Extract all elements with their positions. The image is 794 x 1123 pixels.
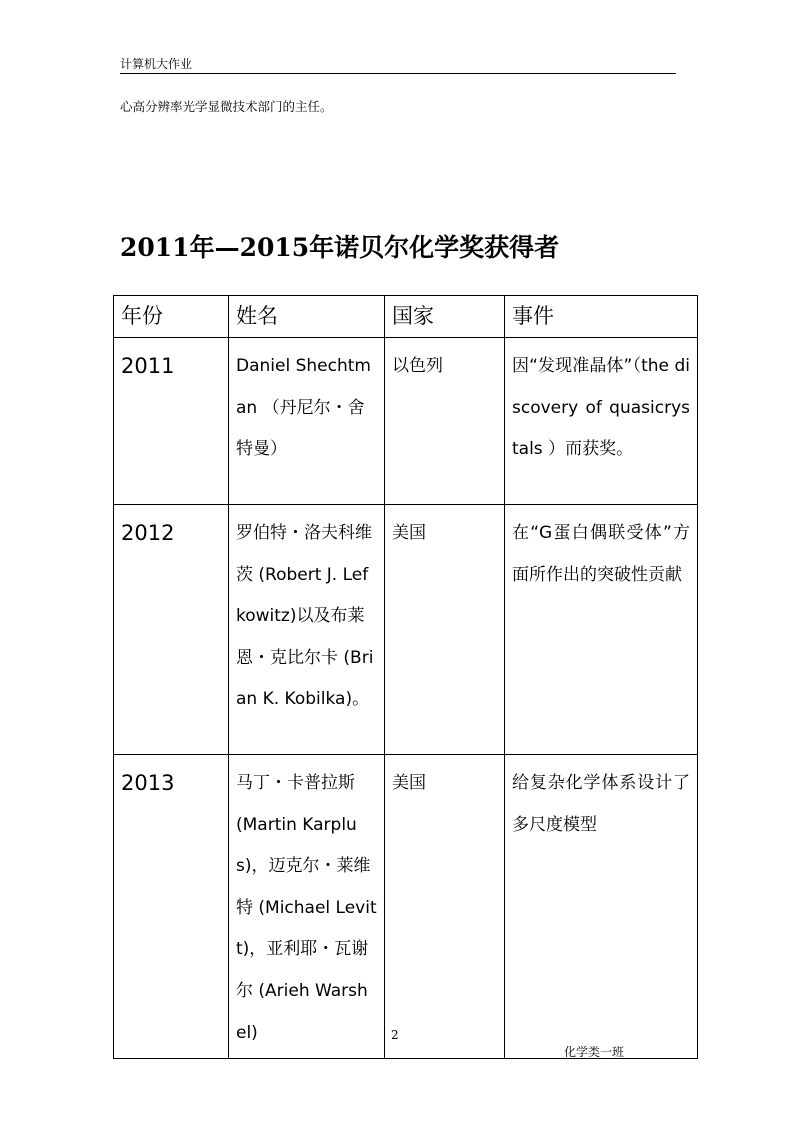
event-cell: 给复杂化学体系设计了多尺度模型 (505, 755, 698, 1059)
table-row (114, 755, 698, 1059)
footer-class-name: 化学类一班 (564, 1045, 625, 1059)
header-cell-name: 姓名 (229, 296, 385, 338)
header-cell-event: 事件 (505, 296, 698, 338)
country-cell: 以色列 (385, 338, 505, 505)
header-title: 计算机大作业 (120, 57, 193, 71)
table-row (114, 505, 698, 755)
name-cell: 马丁・卡普拉斯 (Martin Karplus)，迈克尔・莱维特 (Michael Levitt)，亚利耶・瓦谢尔 (Arieh Warshel) (229, 755, 385, 1059)
section-heading: 2011年—2015年诺贝尔化学奖获得者 (120, 233, 560, 262)
country-cell: 美国 (385, 505, 505, 755)
event-cell: 在“G蛋白偶联受体”方面所作出的突破性贡献 (505, 505, 698, 755)
event-cell: 因“发现准晶体”（the discovery of quasicrystals ）而获奖。 (505, 338, 698, 505)
name-cell: Daniel Shechtman （丹尼尔・舍特曼） (229, 338, 385, 505)
header-rule (120, 73, 676, 74)
country-cell: 美国 (385, 755, 505, 1059)
year-cell: 2011 (114, 338, 229, 505)
intro-text: 心高分辨率光学显微技术部门的主任。 (120, 99, 333, 114)
header-cell-year: 年份 (114, 296, 229, 338)
laureates-table (113, 295, 698, 1059)
year-cell: 2013 (114, 755, 229, 1059)
page-number: 2 (391, 1028, 399, 1042)
table-row (114, 338, 698, 505)
table-header-row (114, 296, 698, 338)
header-cell-country: 国家 (385, 296, 505, 338)
name-cell: 罗伯特・洛夫科维茨 (Robert J. Lefkowitz)以及布莱恩・克比尔卡 (Brian K. Kobilka)。 (229, 505, 385, 755)
year-cell: 2012 (114, 505, 229, 755)
